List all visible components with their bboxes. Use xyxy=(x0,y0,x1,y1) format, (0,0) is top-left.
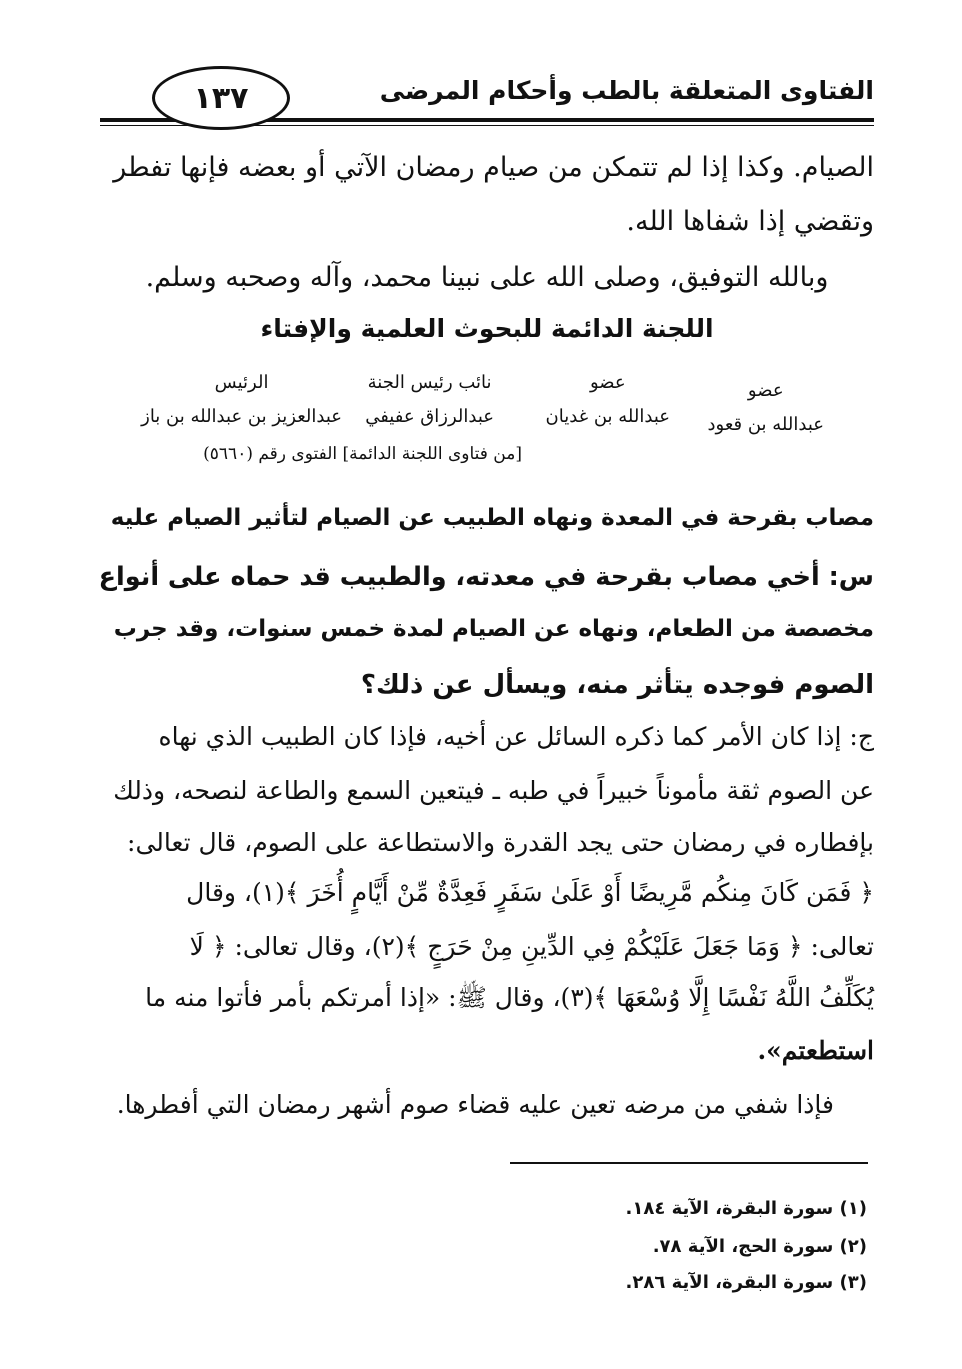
signatory-name: عبدالرزاق عفيفي xyxy=(365,406,494,427)
footnote-rule xyxy=(510,1162,868,1164)
signatory xyxy=(141,366,342,434)
quran-verse-line: تعالى: ﴿ وَمَا جَعَلَ عَلَيْكُمْ فِي الدِّينِ مِنْ حَرَجٍ ﴾(٢)، وقال تعالى: ﴿ لَا xyxy=(189,932,874,961)
signatory xyxy=(708,374,824,442)
signatory-role: الرئيس xyxy=(214,372,269,393)
signatory xyxy=(546,366,670,434)
answer-line: بإفطاره في رمضان حتى يجد القدرة والاستطاعة على الصوم، قال تعالى: xyxy=(127,828,874,857)
quran-verse-line: يُكَلِّفُ اللَّهُ نَفْسًا إِلَّا وُسْعَهَا ﴾(٣)، وقال ﷺ: «إذا أمرتكم بأمر فأتوا منه ما xyxy=(145,983,874,1012)
signatory xyxy=(365,366,494,434)
signatory-role: عضو xyxy=(747,380,784,401)
page-number: ١٣٧ xyxy=(152,66,290,130)
signatory-role: نائب رئيس الجنة xyxy=(367,372,492,393)
footnote: (٣) سورة البقرة، الآية ٢٨٦. xyxy=(625,1272,867,1293)
question-line: مخصصة من الطعام، ونهاه عن الصيام لمدة خمس سنوات، وقد جرب xyxy=(113,616,874,642)
closing-line: وبالله التوفيق، وصلى الله على نبينا محمد، وآله وصحبه وسلم. xyxy=(145,262,829,293)
answer-line: عن الصوم ثقة مأموناً خبيراً في طبه ـ فيتعين السمع والطاعة لنصحه، وذلك xyxy=(113,776,874,805)
question-line: س: أخي مصاب بقرحة في معدته، والطبيب قد حماه على أنواع xyxy=(98,562,874,592)
quran-verse-line: ﴿ فَمَن كَانَ مِنكُم مَّرِيضًا أَوْ عَلَىٰ سَفَرٍ فَعِدَّةٌ مِّنْ أَيَّامٍ أُخَرَ ﴾(١)، وقال xyxy=(186,878,874,907)
fatwa-source: [من فتاوى اللجنة الدائمة] الفتوى رقم (٥٦٦٠) xyxy=(203,444,522,464)
signatory-name: عبدالعزيز بن عبدالله بن باز xyxy=(141,406,342,427)
body-line: وتقضي إذا شفاها الله. xyxy=(626,206,874,237)
question-line: الصوم فوجده يتأثر منه، ويسأل عن ذلك؟ xyxy=(360,670,874,700)
running-title: الفتاوى المتعلقة بالطب وأحكام المرضى xyxy=(379,76,874,105)
question-title: مصاب بقرحة في المعدة ونهاه الطبيب عن الصيام لتأثير الصيام عليه xyxy=(110,505,874,531)
page-header xyxy=(100,62,874,132)
signatory-name: عبدالله بن غديان xyxy=(545,406,670,427)
signatory-name: عبدالله بن قعود xyxy=(707,414,824,435)
footnote: (٢) سورة الحج، الآية ٧٨. xyxy=(652,1236,867,1257)
committee-name: اللجنة الدائمة للبحوث العلمية والإفتاء xyxy=(260,314,714,343)
signatory-role: عضو xyxy=(589,372,626,393)
answer-line: ج: إذا كان الأمر كما ذكره السائل عن أخيه، فإذا كان الطبيب الذي نهاه xyxy=(158,722,874,751)
footnote: (١) سورة البقرة، الآية ١٨٤. xyxy=(625,1198,867,1219)
answer-line: استطعتم». xyxy=(757,1036,874,1065)
answer-line: فإذا شفي من مرضه تعين عليه قضاء صوم أشهر رمضان التي أفطرها. xyxy=(116,1090,834,1119)
body-line: الصيام. وكذا إذا لم تتمكن من صيام رمضان الآتي أو بعضه فإنها تفطر xyxy=(113,152,874,183)
